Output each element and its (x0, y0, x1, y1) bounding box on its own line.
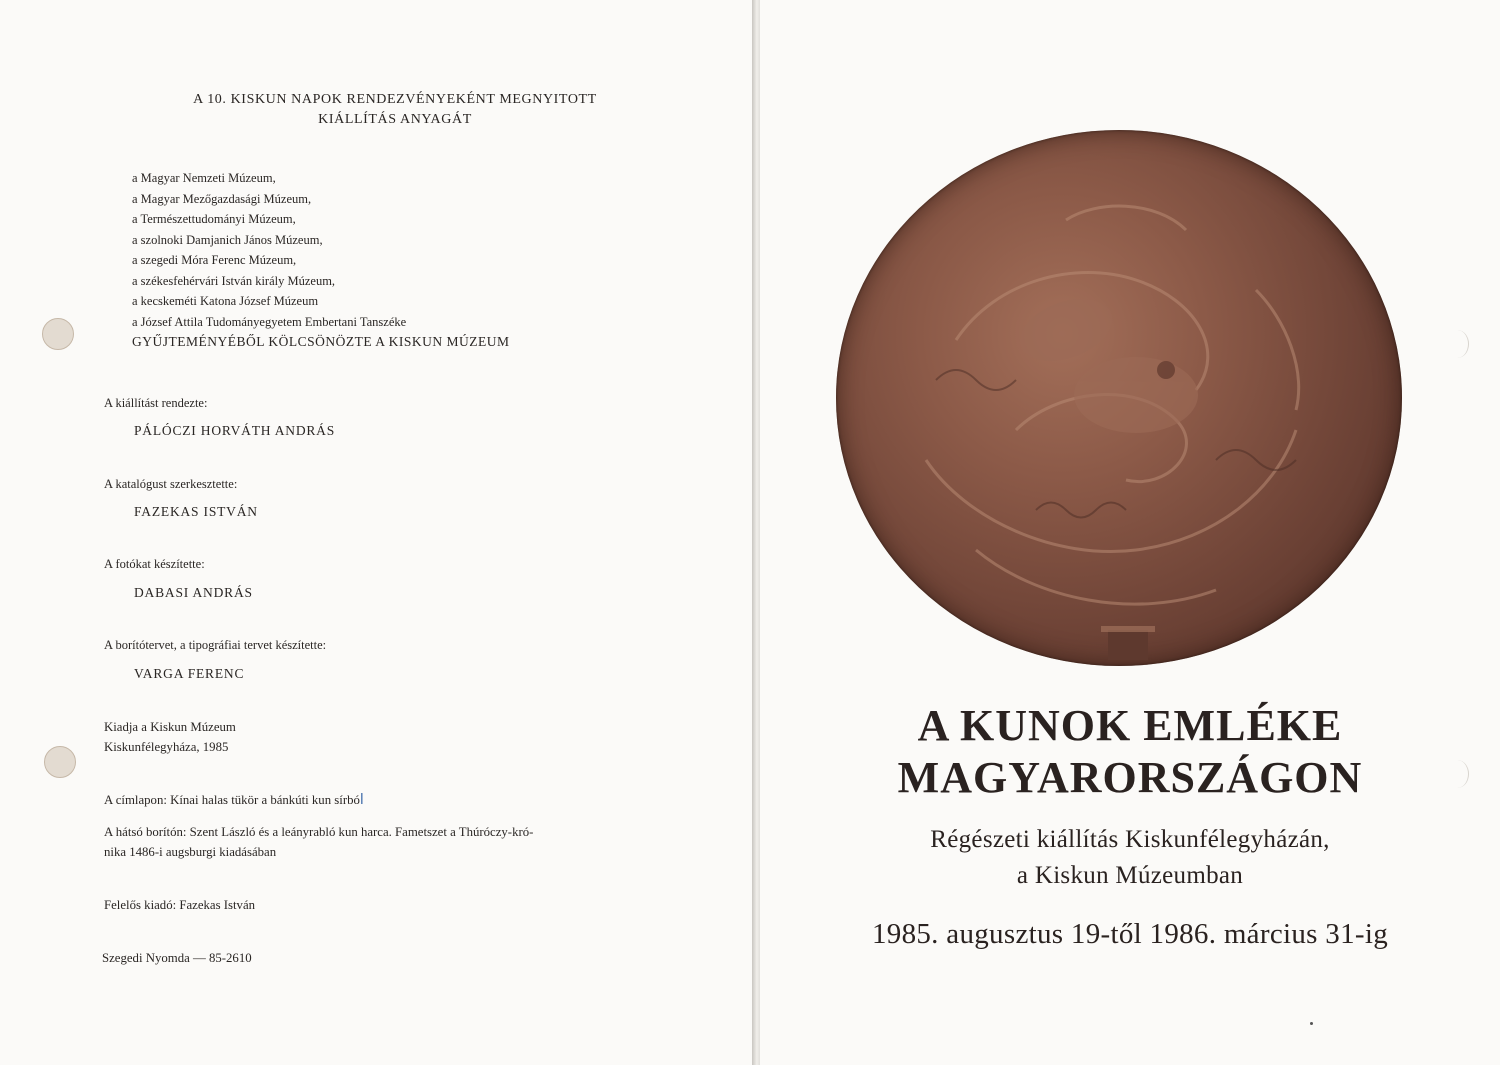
list-item: a székesfehérvári István király Múzeum, (132, 273, 336, 288)
book-gutter (752, 0, 760, 1065)
title-line1: A KUNOK EMLÉKE (917, 701, 1343, 750)
credit-name-editor: FAZEKAS ISTVÁN (134, 504, 258, 519)
colophon-heading (150, 90, 640, 130)
handwritten-correction: l (359, 792, 364, 808)
colophon-heading-line1: A 10. KISKUN NAPOK RENDEZVÉNYEKÉNT MEGNYITOTT (193, 92, 597, 107)
credit-label-designer: A borítótervet, a tipográfiai tervet készítette: (104, 638, 327, 652)
credit-label-editor: A katalógust szerkesztette: (104, 477, 238, 491)
list-item: a Magyar Nemzeti Múzeum, (132, 171, 276, 185)
list-item: a szegedi Móra Ferenc Múzeum, (132, 253, 297, 267)
paper-speck (1310, 1022, 1313, 1025)
back-cover-note (104, 822, 704, 862)
punch-hole-bottom (44, 746, 76, 778)
subtitle-line1: Régészeti kiállítás Kiskunfélegyházán, (930, 826, 1330, 853)
subtitle-line2: a Kiskun Múzeumban (1016, 862, 1244, 889)
credit-name-designer: VARGA FERENC (134, 666, 245, 681)
mirror-relief-decoration (836, 130, 1402, 666)
title-line2: MAGYARORSZÁGON (897, 753, 1363, 802)
punch-hole-shadow-top (1446, 330, 1469, 358)
responsible-publisher: Felelős kiadó: Fazekas István (104, 898, 256, 912)
credit-name-photographer: DABASI ANDRÁS (134, 585, 253, 600)
punch-hole-top (42, 318, 74, 350)
cover-note (104, 790, 704, 810)
list-item: a Magyar Mezőgazdasági Múzeum, (132, 191, 312, 206)
back-cover-note-line1: A hátsó borítón: Szent László és a leányrabló kun harca. Fametszet a Thúróczy-kró- (104, 825, 534, 839)
list-item: a szolnoki Damjanich János Múzeum, (132, 232, 323, 247)
publisher-block (104, 717, 704, 757)
exhibition-dates: 1985. augusztus 19-től 1986. március 31-ig (871, 918, 1388, 950)
list-item: a József Attila Tudományegyetem Embertani Tanszéke (132, 314, 407, 329)
lenders-closing: GYŰJTEMÉNYÉBŐL KÖLCSÖNÖZTE A KISKUN MÚZEUM (132, 334, 510, 349)
lenders-list (132, 168, 510, 353)
list-item: a kecskeméti Katona József Múzeum (132, 294, 319, 308)
publisher-line1: Kiadja a Kiskun Múzeum (104, 720, 236, 734)
fish-mirror-image (836, 130, 1402, 666)
credit-label-curator: A kiállítást rendezte: (104, 396, 208, 410)
printer-imprint: Szegedi Nyomda — 85-2610 (102, 951, 252, 965)
publisher-line2: Kiskunfélegyháza, 1985 (104, 740, 229, 754)
cover-note-text: A címlapon: Kínai halas tükör a bánkúti kun sírbó (104, 793, 360, 807)
colophon-heading-line2: KIÁLLÍTÁS ANYAGÁT (318, 112, 472, 127)
credit-label-photographer: A fotókat készítette: (104, 557, 205, 571)
back-cover-note-line2: nika 1486-i augsburgi kiadásában (104, 845, 277, 859)
list-item: a Természettudományi Múzeum, (132, 212, 296, 226)
credit-name-curator: PÁLÓCZI HORVÁTH ANDRÁS (134, 423, 336, 438)
